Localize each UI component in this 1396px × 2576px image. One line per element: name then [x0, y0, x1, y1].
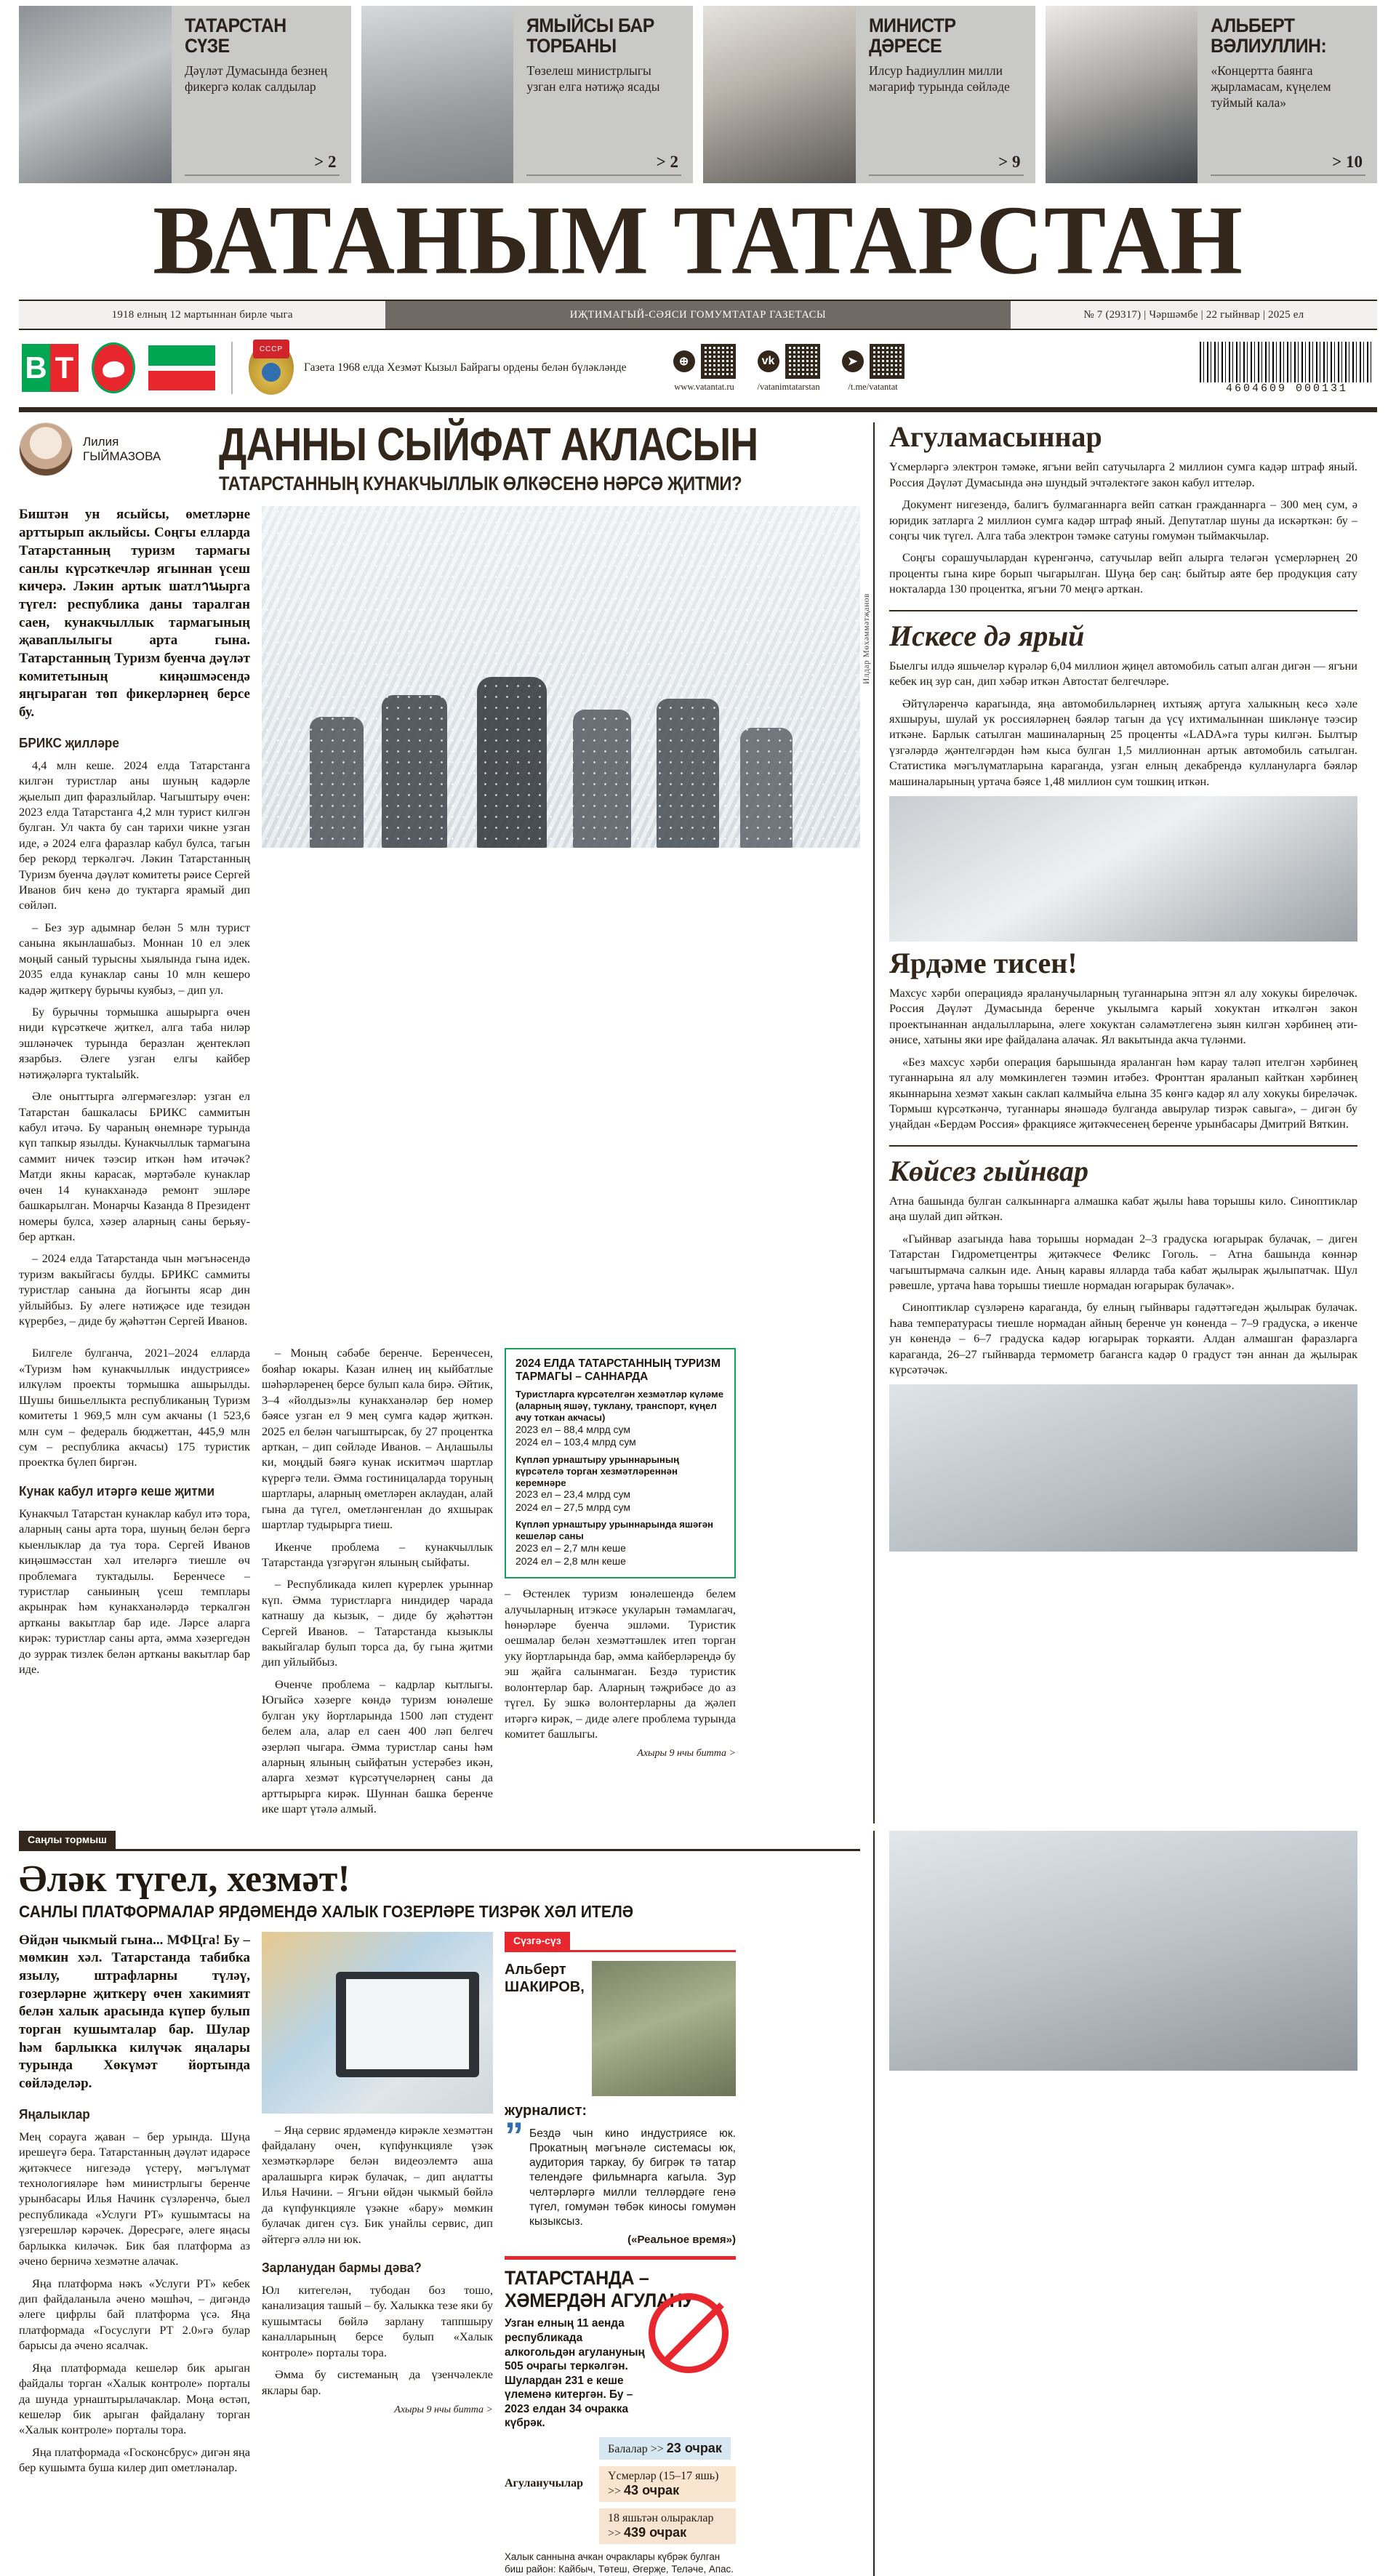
teaser-subtitle: Илсур Һадиуллин милли мәгариф турында сөйләде [868, 63, 1010, 95]
lead-story [19, 418, 873, 1823]
lower-section [19, 1823, 1377, 2576]
construction-crane-photo [361, 6, 514, 183]
section-tag-suzga-suz[interactable]: Сүзгә-сүз [505, 1932, 570, 1950]
vk-icon: vk [758, 350, 779, 372]
stat-name: Үсмерләр (15–17 яшь) [608, 2469, 719, 2482]
paragraph: Яңа платформада кешеләр бик арыган файдалы торган «Халык контроле» порталы да шунда урнаштырылачаклар. Моңа өстәп, кешеләр бик арыган файдалану торган «Халык контроле» порталы тора. [19, 2360, 250, 2437]
paragraph: Өченче проблема – кадрлар кытлыгы. Югыйсә хәзерге көндә туризм юнәлеше булган уку йортларында 1500 ләп студент белем ала, алар ел саен 400 ләп белгеч әзерләп чыгара. Әмма туристлар саны һәм аларның ялының сыйфатын устерәбез икән, аларга хезмәт күрсәтүчеләрнең саны да арттырырга кирәк. Шуннан башка беренче ике шарт үтәлә алмый. [262, 1677, 493, 1816]
divider [19, 1849, 860, 1851]
teaser-page-ref[interactable]: > 10 [1332, 153, 1363, 171]
quote-mark-icon: ” [505, 2114, 524, 2157]
snow-overlay [262, 506, 860, 848]
section-tag-sanly-tormysh[interactable]: Саңлы тормыш [19, 1831, 116, 1849]
social-links [673, 344, 904, 393]
teaser-page-ref[interactable]: > 2 [314, 153, 337, 171]
continuation-note[interactable]: Ахыры 9 нчы битта > [637, 1748, 736, 1760]
newspaper-title: ВАТАНЫМ ТАТАРСТАН [153, 185, 1243, 295]
paragraph: Бу бурычны тормышка ашырырга өчен ниди күрсәткече җиткел, алга таба ниләр эшләнәчек турында беразлан җентекләп язарбыз. Әлеге узган елгы кайбер нәтиҗәләрга туктаlыйk. [19, 1005, 250, 1081]
laptop-screen [336, 1972, 479, 2077]
teaser-kicker: ТАТАРСТАН СҮЗЕ [184, 15, 286, 57]
lower-right-column [873, 1831, 1357, 2576]
masthead-infobar [19, 300, 1377, 330]
article-title-aguamasynnar: Агуламасыннар [889, 420, 1102, 454]
lead-column-1 [19, 1345, 250, 1823]
divider [869, 174, 1024, 176]
factbox-label: Күпләп урнаштыру урыннарының күрсәтелә торган хезмәтләреннән керемнәре [516, 1453, 680, 1488]
paragraph: Документ нигезендә, балигъ булмаганнарга вейп саткан гражданнарга – 300 мең сум, ә юридик затларга 2 миллион сумга кадәр штраф яный. Депутатлар шуны да искәрткән: бу – соңгы чик түгел. Алга таба электрон тәмәке сатуны гомумән тыймакчылар. [889, 497, 1357, 542]
paragraph: Мең сорауга җаван – бер урында. Шуңа ирешеүгә бера. Татарстанның дәүләт идарәсе җитәкчесе нигезәдә үстерү, мәгълүмат технологияләре һәм министрлыгы беренче урынбасары Илья Начинк сүзләренчә, быел республикада «Услуги РТ» кушымтасы на үзгерешләр кәрәчек. Дөресрәге, әлеге яңасы барлыкка киләчәк. Бик бая платформа аз әчено берничә хезмәтне алачак. [19, 2129, 250, 2268]
teaser-subtitle: Дәүләт Думасында безнең фикергә колак салдылар [184, 63, 328, 95]
social-caption: www.vatantat.ru [674, 381, 734, 392]
barcode-bars [1200, 342, 1374, 382]
paragraph: Яңа платформа нәкъ «Услуги РТ» кебек дип файдаланыла әчено мәшһәч, – дигәндә әлеге цифрлы бай платформа үсә. Яңа платформада «Госуслуги РТ 2.0»гә булар барысы да әчено ясалчак. [19, 2276, 250, 2353]
paragraph: Икенче проблема – кунакчыллык Татарстанда үзгәрүгән ялының сыйфаты. [262, 1539, 493, 1569]
snowstorm-photo [262, 506, 860, 848]
teaser-subtitle: Төзелеш министрлыгы узган елга нәтиҗә ясады [526, 63, 660, 95]
factbox-value: 2024 ел – 2,8 млн кеше [516, 1554, 626, 1567]
paragraph: – Өстенлек туризм юнәлешендә белем алучыларның итэкәсе укуларын тәмамлагач, һөнәрләре буенча эшләми. Туристик оешмалар белән хезмәттәшлек итеп торган уку йортларында бар, әмма кайберләреңдә бу эш җайга салынмаган. Бездә туристик волонтерлар бар. Аларның тәҗрибәсе до аз түгел. Бу эшкә волонтерларны да җәлеп итәргә кирәк, – диде әлеге проблема турында комитет башлыгы. [505, 1586, 736, 1741]
factbox-value: 2024 ел – 27,5 млрд сум [516, 1501, 631, 1513]
paragraph: – Без зур адымнар белән 5 млн турист санына якынлашабыз. Моннан 10 ел элек моңый саный турысны хыялында гына идек. 2035 елда кунаклар саны 10 млн кешеро кадәр җиткерү бурычы куябыз, – дип ул. [19, 920, 250, 997]
factbox-value: 2023 ел – 23,4 млрд сум [516, 1488, 631, 1501]
paragraph: Билгеле булганча, 2021–2024 елларда «Туризм һәм кунакчыллык индустриясе» илкүләм проекты тормышка ашырылды. Шушы бишьеллыкта республиканың Туризм комитеты 1 969,5 млн сум акчаны (1 523,6 млн сум – федераль бюджеттан, 445,9 млн сум – республика акчасы) 175 туристик проектка бүлеп биргән. [19, 1346, 250, 1469]
lead-section1-title: БРИКС җилләре [19, 734, 119, 750]
lower-intro: Өйдән чыкмый гына... МФЦга! Бу – мөмкин хәл. Татарстанда табибка язылу, штрафларны түләү, гозерләрне җиткерү өчен хакимият белән халык арасында күпер булып торган кушымталар бар. Шулар һәм барлыкка килүчәк яңалары турында Хөкүмәт йортында сөйләделәр. [19, 1932, 250, 2092]
paragraph: Әмма бу системаның да үзенчәлекле яклары бар. [262, 2367, 493, 2397]
paragraph: Әле оныттырга әлгермәгезләр: узган ел Татарстан башкаласы БРИКС саммитын кабул итәчә. Бу чараның өнемнәре турында күп тапкыр язылды. Кунакчыллык тармагына саммит ничек тәэсир иткән һәм итәчәк? Матди якны карасак, мәртәбәле кунаклар өчен 14 кунакханәдә ремонт эшләре башкарылган. Монарчы Казанда 8 Президент номеры булса, хәзер аларның саны берьяу-бер арткан. [19, 1089, 250, 1243]
paragraph: Әйтүләренчә карагында, яңа автомобильләрнең ихтыяҗ артуга халыкның кесә хәле яхшыруы, шулай ук россияләрнең бәяләр тагын да үсү ихтималыннан шикләнүе тәэсир иткәне. Барлык сатылган машиналарның 25 проценты «LADA»га туры килгән. Былтыр үзгәләрдә җәнтелгәрдән һәм кыса булган 1,5 миллионнан артык автомобиль сатылган. Статистика мәгълүматларына караганда, узган елның декабрендә куллануларга бәяләр машиналарының уртача бәясе 1,48 миллион сум тошкиң иткән. [889, 696, 1357, 788]
stat-row [505, 2508, 736, 2544]
stat-row [505, 2466, 736, 2502]
stat-row [505, 2437, 736, 2460]
factbox-label: Туристларга күрсәтелгән хезмәтләр күләме (аларның яшәү, туклану, транспорт, күңел ачу тоткан акчасы) [516, 1389, 724, 1424]
social-caption: /vatanimtatarstan [757, 381, 820, 392]
divider [505, 1950, 736, 1952]
vt-logo-letter-v: В [22, 344, 50, 392]
author-first-name: Лилия [83, 434, 119, 449]
lead-intro: Биштән ун ясыйсы, өметләрне арттырып аклыйсы. Соңгы елларда Татарстанның туризм тармагы санлы күрсәткечләр ягыннан үсеш кичерә. Ләкин артык шатлานырга түгел: республика даны таралган саен, кунакчыллык тармагының җаваплылыгы арта гына. Татарстанның Туризм буенча дәүләт комитетының киңәшмәсендә яңгыраган төп фикерләрнең берсе бу. [19, 507, 250, 720]
winter-street-photo [889, 1384, 1357, 1552]
teaser-card[interactable] [703, 6, 1035, 183]
newspaper-tagline: ИҖТИМАГЫЙ-СӘЯСИ ГОМУМТАТАР ГАЗЕТАСЫ [385, 301, 1010, 329]
lead-column-2 [262, 1345, 493, 1823]
author-last-name: ГЫЙМАЗОВА [83, 449, 161, 464]
social-vk[interactable] [758, 344, 820, 393]
lead-subhead: ТАТАРСТАННЫҢ КУНАКЧЫЛЛЫК ӨЛКӘСЕНӘ НӘРСӘ ҖИТМИ? [218, 472, 742, 494]
no-alcohol-icon [649, 2293, 729, 2373]
order-banner-label: СССР [253, 340, 289, 358]
order-award-text: Газета 1968 елда Хезмәт Кызыл Байрагы ордены белән бүләкләнде [304, 361, 627, 374]
factbox-title: 2024 ЕЛДА ТАТАРСТАННЫҢ ТУРИЗМ ТАРМАГЫ – САННАРДА [516, 1357, 721, 1384]
divider [526, 174, 681, 176]
main-content [19, 412, 1377, 1823]
telegram-icon: ➤ [842, 350, 864, 372]
laptop-photo [262, 1932, 493, 2114]
qr-code-vk[interactable] [785, 344, 820, 379]
paragraph: Кунакчыл Татарстан кунаклар кабул итә тора, аларның саны арта тора, шуның белән бергә кыенлыклар да туа тора. Сергей Иванов киңәшмәсстан хәл ителәргә тиешле өч проблемага туктадылы. Беренчесе – туристлар саныиның үсеш темплары акрынрак һәм кунакханәләрдә теркалгән артканы вакытлар бар иде. Ләрсе аларга кирәк: туристлар саны арта, әмма хәзергедән до зуррак тизлек белән артканы вакытлар бар иде. [19, 1506, 250, 1677]
stat-value: 439 очрак [624, 2524, 687, 2540]
factbox-value: 2024 ел – 103,4 млрд сум [516, 1436, 636, 1448]
shakirov-photo [592, 1961, 736, 2096]
car-photo [889, 796, 1357, 942]
lower-columns [19, 1932, 860, 2576]
alcohol-box-title: ТАТАРСТАНДА – ХӘМЕРДӘН АГУЛАНУ [505, 2267, 694, 2312]
paragraph: – Моның сәбәбе беренче. Беренчесен, бояһар юкары. Казан илнең иң кыйбатлые шәһәрләренең берсе булып кала бирә. Әйтик, 3–4 «йолдыз»лы кунакханәләр бер номер бәясе узган ел 9 мең сумга кадәр җиткән. 2025 ел белән чагыштырсак, бу 27 процентка арткан, – дип сөйләде Иванов. – Аңлашылы ки, моңдый бәягә кунак искитмәч шартлар күрергә тели. Әмма гостиницаларда торуның шартлары, аларның өметләрен аклаудан, алай гына да түгел, ометләнгенлан до яхшырак шартлар тудырырга тиеш. [262, 1346, 493, 1532]
stat-teens: Үсмерләр (15–17 яшь) >> 43 очрак [599, 2466, 736, 2502]
factbox-value: 2023 ел – 2,7 млн кеше [516, 1542, 626, 1554]
tatarstan-flag-icon [148, 345, 215, 390]
teaser-kicker: ЯМЫЙСЫ БАР ТОРБАНЫ [526, 15, 655, 57]
divider [889, 610, 1357, 611]
quote-person-name: Альберт ШАКИРОВ, [505, 1961, 585, 1995]
lead-column-3 [505, 1345, 736, 1823]
teaser-card[interactable] [1046, 6, 1378, 183]
stat-value: 23 очрак [666, 2440, 722, 2455]
lower-section2-title: Зарланудан бармы дәва? [262, 2259, 422, 2275]
logo-bar [19, 330, 1377, 403]
lower-headline: Әләк түгел, хезмәт! [19, 1858, 350, 1900]
social-website[interactable] [673, 344, 736, 393]
lower-column-3 [505, 1932, 736, 2576]
lead-first-column [19, 506, 250, 1335]
byline [19, 422, 212, 476]
lower-column-2 [262, 1932, 493, 2576]
stat-group-label: Агуланучылар [505, 2477, 584, 2490]
founded-date: 1918 елның 12 мартыннан бирле чыга [19, 301, 385, 329]
qr-code-telegram[interactable] [870, 344, 904, 379]
alcohol-box-footnote: Халык саннына ачкан очраклары күбрәк булган биш район: Кайбыч, Төтеш, Әгерҗе, Теләче, Апас. [505, 2551, 734, 2575]
teaser-card[interactable] [19, 6, 351, 183]
alcohol-poisoning-box [505, 2256, 736, 2575]
right-column [873, 422, 1357, 1823]
article-title-iskese: Искесе дә ярый [889, 619, 1085, 652]
section-rule [19, 407, 1377, 412]
paragraph: Атна башында булган салкыннарга алмашка кабат җылы һава торышы кило. Синоптиклар аңа шулай дип әйткән. [889, 1193, 1357, 1224]
stat-name: 18 яшьтән олыраклар [608, 2511, 714, 2524]
order-of-red-banner-icon [249, 341, 294, 395]
valiullin-portrait-photo [1046, 6, 1198, 183]
teaser-page-ref[interactable]: > 9 [998, 153, 1021, 171]
paragraph: – Республикада килеп күрерлек урыннар күп. Әмма туристларга ниндидер чарада катнашу да кызык, – диде бу җәһәттән Сергей Иванов. – Татарстанда кызыклы вакыйгалар булып торса да, бу гына җитми дип уйлыйбыз. [262, 1577, 493, 1669]
teaser-card[interactable] [361, 6, 694, 183]
social-telegram[interactable] [842, 344, 904, 393]
divider [231, 342, 233, 394]
winter-walkers-photo [889, 1831, 1357, 2071]
stat-name: Балалар [608, 2442, 648, 2455]
stat-value: 43 очрак [624, 2482, 680, 2497]
minister-portrait-photo [703, 6, 856, 183]
lead-headline: ДАННЫ СЫЙФАТ АКЛАСЫН [218, 418, 758, 471]
factbox-value: 2023 ел – 88,4 млрд сум [516, 1423, 631, 1435]
teaser-strip [19, 0, 1377, 183]
paragraph: Соңгы сорашучылардан күренгәнчә, сатучылар вейп алырга теләгән үсмерләрнең 20 проценты гына кире борып чыгарылган. Шуңа бер саң: быйтыр аяте бер продукция сату нокталарда 130 процентка, ягъни 70 меңгә арткан. [889, 550, 1357, 596]
avatar [19, 422, 73, 476]
vt-logo-icon [22, 344, 79, 392]
continuation-note[interactable]: Ахыры 9 нчы битта > [394, 2404, 493, 2415]
barcode-number: 4604609 000131 [1225, 382, 1349, 395]
quote-text: Бездә чын кино индустриясе юк. Прокатның мәгънәле системасы юк, аудитория таркау, бу бигрәк тә татар телендәге фильмнарга кагыла. Зур челтәрләргә милли телләрдәге генә түгел, гомумән төбәк киносы гомумән кызыксыз. [529, 2127, 736, 2228]
tatarstan-coat-of-arms-icon [92, 342, 135, 393]
teaser-subtitle: «Концертта баянга җырламасам, күңелем туймый кала» [1211, 63, 1331, 111]
paragraph: Юл китегелән, тубодан боз тошо, канализация ташый – бу. Халыкка тезе яки бу кушымтасы бөйлә зарлану таппшыру каналларының берсе булып «Халык контроле» порталы тора. [262, 2282, 493, 2359]
lower-left-story [19, 1831, 873, 2576]
quote-source: («Реальное время») [627, 2234, 736, 2247]
divider [1211, 174, 1365, 176]
qr-code-website[interactable] [701, 344, 736, 379]
teaser-kicker: МИНИСТР ДӘРЕСЕ [868, 15, 956, 57]
article-title-koysez: Көйсез гыйнвар [889, 1154, 1089, 1187]
issue-info: № 7 (29317) | Чәршәмбе | 22 гыйнвар | 2025 ел [1011, 301, 1377, 329]
paragraph: – Яңа сервис ярдәмендә кирәкле хезмәттән файдалану очен, күпфункцияле үзәк хезмәткәрләре белән видеоэлемтә аша аралашырга кирәк булачак, – дип аңлатты Илья Начини. – Ягъни өйдән чыкмый бөйлә да күпфункцияле үзәкне «бару» мөмкин булачак диген сүз. Бик унайлы сервис, дип әйтергә әллә ни юк. [262, 2122, 493, 2246]
lower-section1-title: Яңалыклар [19, 2106, 90, 2122]
divider [185, 174, 340, 176]
globe-icon: ⊕ [673, 350, 695, 372]
quote-block [505, 1961, 736, 2247]
lead-photo-area [262, 506, 871, 1335]
masthead [19, 183, 1377, 295]
paragraph: «Гыйнвар азагында һава торышы нормадан 2–3 градуска югарырак булачак, – диген Татарстан Гидрометцентры җитәкчесе Феликс Гоголь. – Атна башында көннәр чагыштырмача салкын иде. Аның каравы ялларда таба кабат җылырак җылыпатчак. Шул рәвешле, уртача һава торышы тиешле нормадан югарырак булачак». [889, 1231, 1357, 1292]
duma-building-photo [19, 6, 172, 183]
lead-lower-columns [19, 1345, 860, 1823]
article-title-yardame: Ярдәме тисен! [889, 947, 1078, 980]
lower-column-1 [19, 1932, 250, 2576]
stat-children: Балалар >> 23 очрак [599, 2437, 731, 2460]
social-caption: /t.me/vatantat [848, 381, 898, 392]
paragraph: «Без махсус хәрби операция барышында яраланган һәм карау таләп ителгән хәрбинең туганнарына ял алу мөмкинлеген тәэмин итәбез. Фронттан яраланып кайткан хәрбинең якыннарына хезмәт хакын саклап калмыйча елына 35 көнгә кадәр ял алу хокукы биреләчәк. Тормыш күрсәткәнчә, туганнары янәшәдә булганда авырулар тизрәк савыга», – дигән бу уңайдан «Бердәм Россия» фракциясе җитәкчесенең беренче урынбасары Дмитрий Вяткин. [889, 1054, 1357, 1131]
teaser-kicker: АЛЬБЕРТ ВӘЛИУЛЛИН: [1211, 15, 1327, 57]
paragraph: Махсус хәрби операциядә яраланучыларның туганнарына эптэн ял алу хокукы бирелөчәк. Россия Дәүләт Думасында беренче укылымга карый хокуктан иткәлгән закон проектынаннан андалылларына, әлеге хокуктан сәламәтлегенә зыян килгән хәрбинең әти-әнисе, хатыны яки ире файдалана алачак. Ял вакытында акча түләнми. [889, 986, 1357, 1047]
lead-section2-title: Кунак кабул итәргә кеше җитми [19, 1482, 215, 1498]
paragraph: Быелгы илдә яшьчеләр күрәләр 6,04 миллион җиңел автомобиль сатып алган дигән — ягъни кебек иң зур сан, дип хәбәр иткән Автостат белгечләре. [889, 658, 1357, 689]
order-globe [262, 363, 281, 382]
paragraph: Яңа платформада «Госконсбрус» дигән яңа бер кушымта буша килер дип ометләналар. [19, 2444, 250, 2475]
alcohol-box-intro: Узган елның 11 аенда республикада алкогольдән агулануның 505 очрагы теркәлгән. Шулардан 231 е кеше үлеменә китергән. Бу – 2023 елдан 34 очракка күбрәк. [505, 2317, 645, 2430]
photo-credit: Илдар Мөхәммәтҗанов [862, 593, 871, 685]
quote-person-role: журналист: [505, 2102, 587, 2119]
lower-subhead: САНЛЫ ПЛАТФОРМАЛАР ЯРДӘМЕНДӘ ХАЛЫК ГОЗЕРЛӘРЕ ТИЗРӘК ХӘЛ ИТЕЛӘ [19, 1902, 634, 1922]
paragraph: – 2024 елда Татарстанда чын мәгънәсендә туризм вакыйгасы булды. БРИКС саммиты туристлар санына да йогынты ясар дин уйлыйбыз. Бу әлеге нәтиҗәсе иде тезидән күрербез, – диде бу җәһәттән Сергей Иванов. [19, 1251, 250, 1328]
vt-logo-letter-t: Т [50, 344, 79, 392]
logo-group [22, 342, 215, 393]
paragraph: Синоптиклар сүзләренә караганда, бу елның гыйнвары гадәттәгедән җылырак булачак. Һава температурасы тиешле нормадан айның беренче ун көненда – 7–9 градуска, ә икенче ун көнендә – 6–7 градуска кадәр югарырак торкаяти. Алдан алмашган фаразларга караганда, 26–27 гыйнварда термометр багансга кадәр 0 градуст тән аннан да җылырак күрсәтәчәк. [889, 1300, 1357, 1377]
divider [889, 1145, 1357, 1147]
factbox-label: Күпләп урнаштыру урыннарында яшәгән кешеләр саны [516, 1519, 714, 1542]
tourism-factbox [505, 1348, 736, 1578]
teaser-page-ref[interactable]: > 2 [656, 153, 678, 171]
paragraph: 4,4 млн кеше. 2024 елда Татарстанга килгән туристлар аны шуның кадәрле җыелып дип фаразлыйлар. Чагыштыру өчен: 2023 елда Татарстанга 4,2 млн турист килгән булган. Ул чакта бу сан тарихи чикне узган иде, ә 2024 елга фаразлар кабул булса, тагын бер рекорд теркәлгәч. Ләкин Татарстанның Туризм буенча дәүләт комитеты рәисе Сергей Иванов бич кенә до туктарга ярамый дип сөйләп. [19, 758, 250, 912]
paragraph: Үсмерләргә электрон тәмәке, ягъни вейп сатучыларга 2 миллион сумга кадәр штраф яный. Россия Дәүләт Думасында әнә шундый эчтәлектәге закон кабул иттеләр. [889, 460, 1357, 489]
stat-adults: 18 яшьтән олыраклар >> 439 очрак [599, 2508, 736, 2544]
barcode [1200, 342, 1374, 395]
